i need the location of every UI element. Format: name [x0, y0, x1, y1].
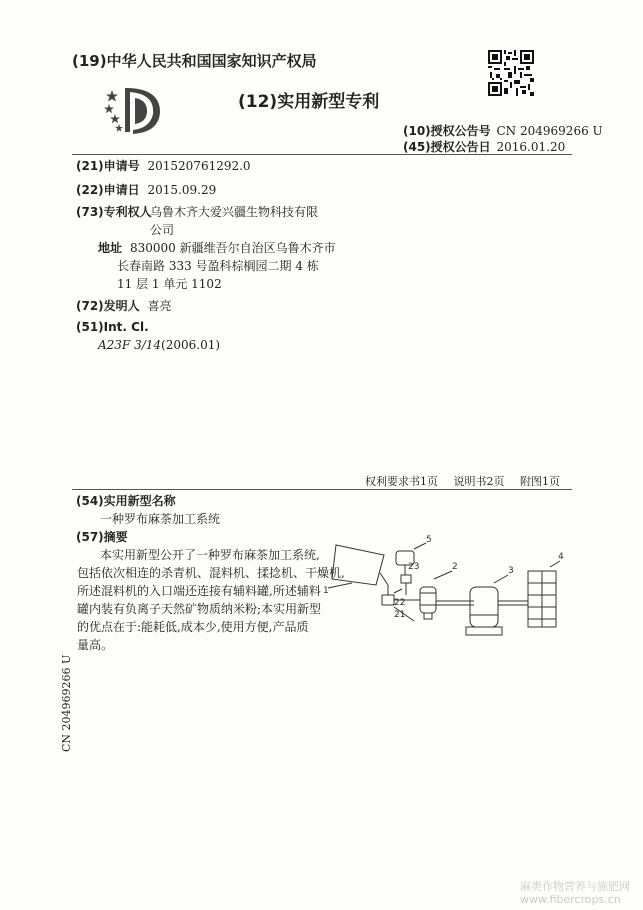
leader-line [494, 575, 508, 583]
app-no-label: (21)申请号 [76, 159, 140, 173]
pub-date-value: 2016.01.20 [496, 140, 566, 154]
figure-label: 5 [426, 535, 432, 545]
pub-no-value: CN 204969266 U [496, 124, 603, 138]
aux-tank [396, 551, 414, 595]
section-divider [72, 489, 572, 490]
intcl-label: (51)Int. Cl. [76, 320, 149, 334]
rolling-machine [466, 587, 502, 635]
leader-line [414, 543, 426, 549]
figure-label: 4 [558, 552, 564, 562]
abstract-line: 包括依次相连的杀青机、混料机、揉捻机、干燥机, [77, 566, 345, 580]
holder-line-2: 公司 [150, 223, 175, 237]
watermark-line-2: www.fibercrops.cn [520, 893, 621, 906]
utility-model-title: 一种罗布麻茶加工系统 [100, 512, 221, 526]
leader-line [394, 589, 402, 593]
abstract-line: 量高。 [77, 638, 114, 652]
app-date-label: (22)申请日 [76, 183, 140, 197]
patent-type-title: (12)实用新型专利 [238, 92, 380, 112]
app-date-value: 2015.09.29 [147, 183, 217, 197]
mixer [382, 587, 436, 619]
address-line-2: 长春南路 333 号盈科棕榈园二期 4 栋 [117, 259, 319, 273]
drawings-pages: 附图1页 [520, 475, 560, 488]
kill-green-machine [332, 545, 388, 585]
process-diagram [322, 533, 572, 648]
inventor-value: 喜亮 [147, 299, 172, 313]
side-publication-number: CN 204969266 U [60, 654, 73, 752]
qr-code-icon [488, 50, 534, 96]
watermark-line-1: 麻类作物营养与施肥网 [520, 880, 630, 893]
intcl-code: A23F 3/14 [98, 338, 162, 352]
holder-line-1: 乌鲁木齐大爱兴疆生物科技有限 [150, 205, 319, 219]
abstract-line: 罐内装有负离子天然矿物质纳米粉;本实用新型 [77, 602, 322, 616]
address-label: 地址 [98, 241, 123, 255]
figure-label: 3 [508, 566, 514, 576]
leader-line [328, 583, 352, 588]
header-divider [72, 154, 572, 155]
abstract-line: 本实用新型公开了一种罗布麻茶加工系统, [100, 548, 320, 562]
leader-line [434, 571, 452, 579]
pub-no-label: (10)授权公告号 [403, 124, 491, 138]
abstract-line: 的优点在于:能耗低,成本少,使用方便,产品质 [77, 620, 309, 634]
abstract-line: 所述混料机的入口端还连接有辅料罐,所述辅料 [77, 584, 321, 598]
address-line-1: 830000 新疆维吾尔自治区乌鲁木齐市 [130, 241, 336, 255]
title-label: (54)实用新型名称 [76, 494, 176, 508]
cnipa-logo [103, 84, 167, 136]
figure-label: 23 [408, 562, 420, 572]
figure-label: 22 [394, 598, 406, 608]
abstract-label: (57)摘要 [76, 530, 128, 544]
dryer [528, 571, 556, 627]
holder-label: (73)专利权人 [76, 205, 152, 219]
address-line-3: 11 层 1 单元 1102 [117, 277, 222, 291]
pub-date-label: (45)授权公告日 [403, 140, 491, 154]
app-no-value: 201520761292.0 [147, 159, 251, 173]
figure-label: 21 [394, 610, 406, 620]
inventor-label: (72)发明人 [76, 299, 140, 313]
intcl-year: (2006.01) [161, 338, 221, 352]
claims-pages: 权利要求书1页 [365, 475, 438, 488]
figure-label: 2 [452, 562, 458, 572]
figure-label: 1 [323, 586, 329, 596]
description-pages: 说明书2页 [453, 475, 505, 488]
office-name: (19)中华人民共和国国家知识产权局 [72, 52, 317, 70]
watermark [520, 880, 630, 906]
